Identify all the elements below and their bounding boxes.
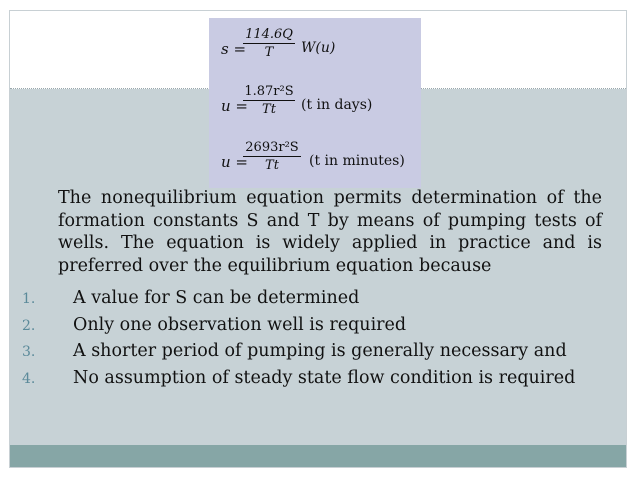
formula-u-minutes: [209, 136, 421, 186]
formula-fraction: [243, 27, 295, 60]
formula-numerator: 2693r²S: [243, 140, 301, 157]
list-item-number: 4.: [22, 370, 36, 387]
list-item-text: A value for S can be determined: [73, 288, 360, 308]
formula-fraction: [243, 140, 301, 173]
reasons-list: [22, 287, 622, 393]
formula-lhs: u =: [221, 153, 248, 171]
list-item-number: 1.: [22, 291, 36, 307]
formula-drawdown: [209, 23, 421, 73]
formula-rhs: (t in minutes): [309, 153, 405, 169]
formula-lhs: u =: [221, 97, 248, 115]
list-item-text: A shorter period of pumping is generally necessary and: [73, 341, 567, 361]
list-item: [22, 314, 622, 341]
list-item: [22, 340, 622, 367]
list-item-text: No assumption of steady state flow condition is required: [73, 367, 576, 388]
formula-denominator: T: [264, 45, 274, 60]
formula-u-days: [209, 80, 421, 130]
formula-numerator: 1.87r²S: [244, 84, 294, 99]
formula-fraction: [243, 84, 295, 117]
list-item-text: Only one observation well is required: [73, 314, 407, 335]
list-item: [22, 287, 622, 314]
formula-lhs: s =: [221, 40, 247, 58]
body-paragraph: The nonequilibrium equation permits determination of the formation constants S and T by means of pumping tests of wells. The equation is widely applied in practice and is preferred over the equilibrium equation because: [58, 188, 602, 276]
formula-denominator: Tt: [262, 102, 276, 117]
formula-rhs: W(u): [301, 40, 336, 56]
formula-denominator: Tt: [265, 158, 279, 173]
list-item: [22, 367, 622, 394]
formula-rhs: (t in days): [301, 97, 373, 113]
formula-numerator: 114.6Q: [243, 27, 295, 44]
list-item-number: 3.: [22, 344, 36, 360]
list-item-number: 2.: [22, 317, 36, 334]
formula-image: [209, 18, 421, 188]
